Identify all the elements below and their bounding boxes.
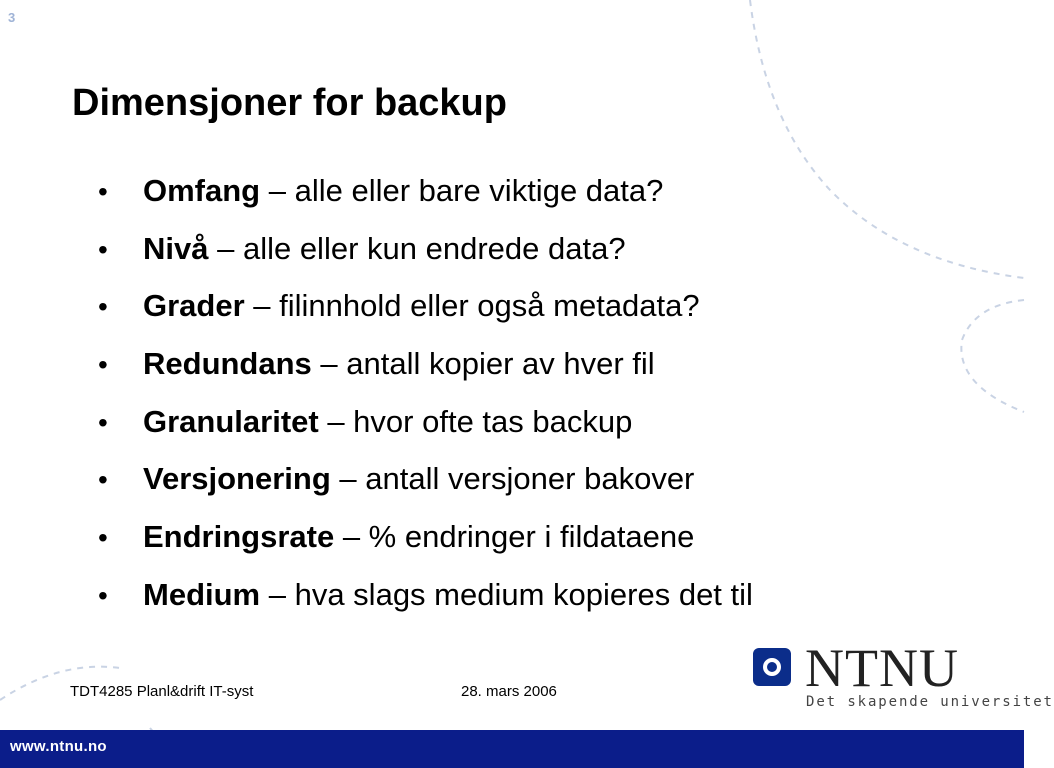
logo-mark-ring: [763, 658, 781, 676]
list-item: [98, 566, 753, 624]
slide-title: Dimensjoner for backup: [72, 82, 507, 124]
bullet-text: – antall kopier av hver fil: [311, 346, 655, 382]
bullet-term: Nivå: [143, 230, 209, 266]
website-url: www.ntnu.no: [10, 738, 107, 755]
bullet-text: – % endringer i fildataene: [334, 519, 695, 555]
logo-tagline: Det skapende universitet: [806, 694, 1054, 710]
list-item: [98, 450, 753, 508]
bullet-icon: •: [98, 579, 108, 611]
ntnu-logo: [753, 638, 1054, 716]
top-right-arc: [750, 0, 1024, 278]
list-item: [98, 508, 753, 566]
list-item: [98, 220, 753, 278]
bottom-bar: [0, 730, 1024, 768]
bullet-term: Granularitet: [143, 403, 319, 439]
bullet-term: Redundans: [143, 346, 312, 382]
bullet-icon: •: [98, 522, 108, 554]
ntnu-logo-mark-icon: [753, 648, 791, 686]
bullet-term: Medium: [143, 576, 261, 612]
bullet-icon: •: [98, 464, 108, 496]
bullet-icon: •: [98, 406, 108, 438]
footer-course-name: TDT4285 Planl&drift IT-syst: [70, 683, 254, 700]
right-edge-arc: [961, 300, 1024, 412]
list-item: [98, 162, 753, 220]
bullet-text: – alle eller bare viktige data?: [260, 173, 664, 208]
bullet-text: – antall versjoner bakover: [330, 461, 695, 497]
bullet-term: Grader: [143, 288, 245, 324]
bullet-text: – filinnhold eller også metadata?: [244, 288, 700, 324]
logo-wordmark: NTNU: [805, 638, 959, 698]
footer-date: 28. mars 2006: [461, 683, 557, 700]
bullet-list: [98, 162, 753, 624]
bullet-icon: •: [98, 233, 108, 265]
bullet-term: Omfang: [143, 173, 261, 208]
slide-number: 3: [8, 10, 16, 25]
bullet-term: Endringsrate: [143, 519, 335, 555]
bullet-text: – alle eller kun endrede data?: [208, 230, 626, 266]
bullet-icon: •: [98, 349, 108, 381]
bullet-text: – hvor ofte tas backup: [318, 403, 633, 439]
list-item: [98, 335, 753, 393]
list-item: [98, 277, 753, 335]
list-item: [98, 393, 753, 451]
bullet-icon: •: [98, 291, 108, 323]
bullet-text: – hva slags medium kopieres det til: [260, 576, 753, 612]
bullet-term: Versjonering: [143, 461, 331, 497]
bullet-icon: •: [98, 176, 108, 207]
